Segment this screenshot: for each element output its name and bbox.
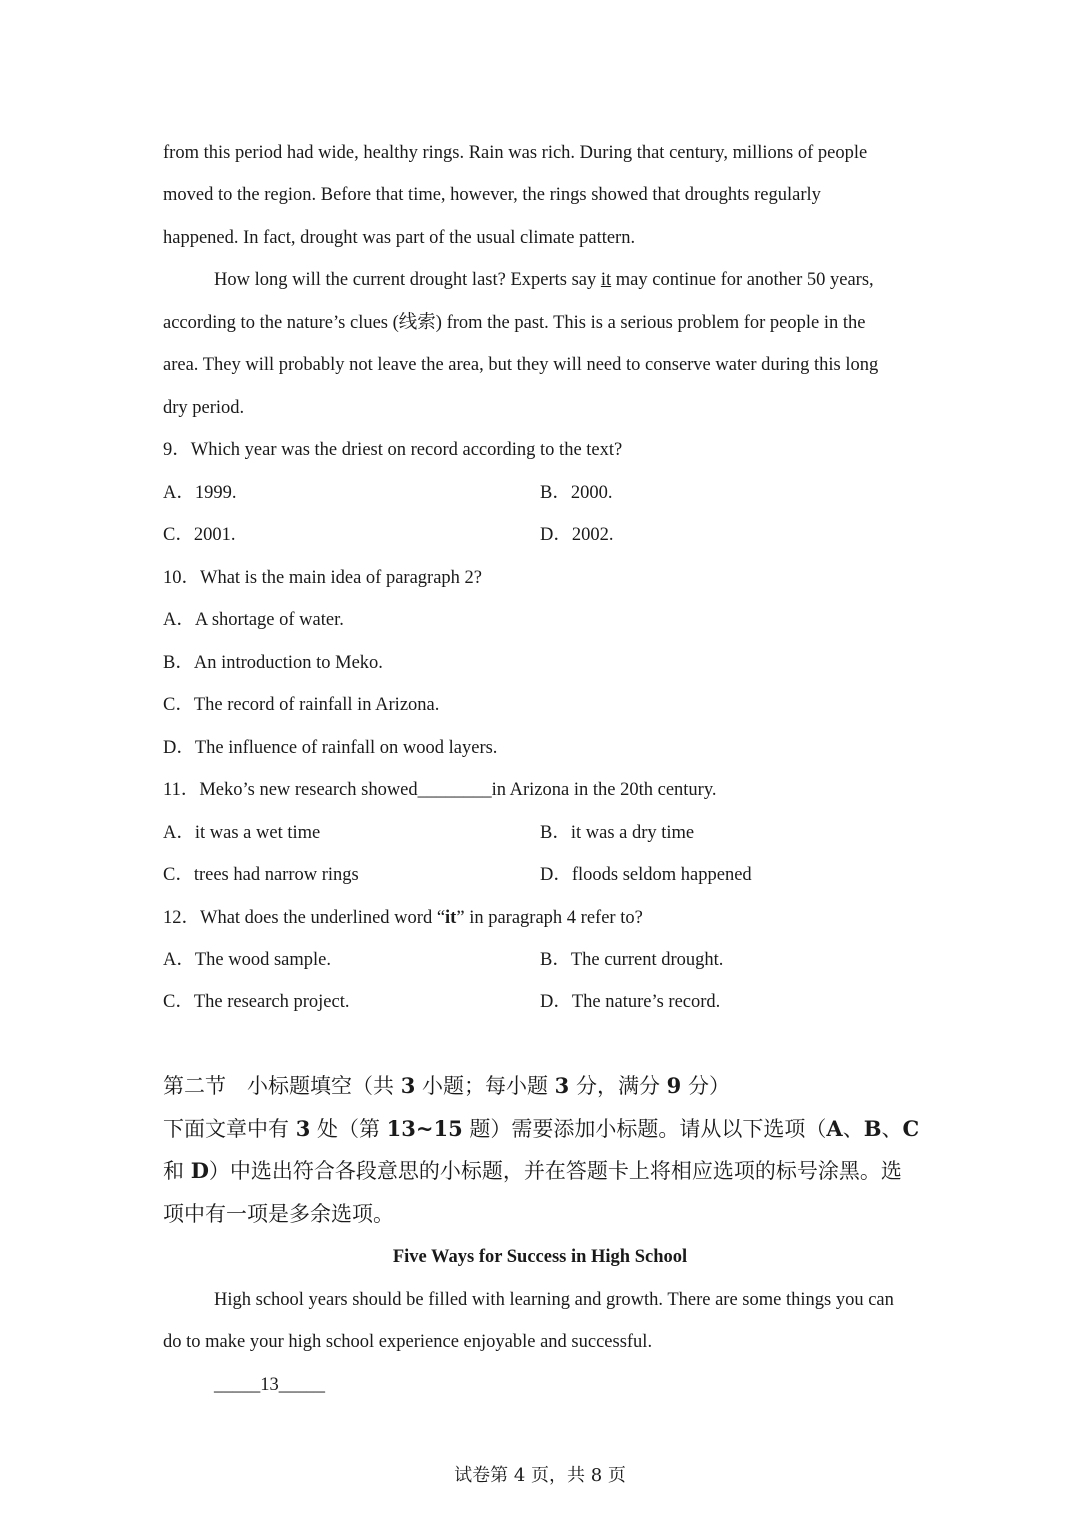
- instr-text: 题）需要添加小标题。请从以下选项（: [462, 1117, 827, 1141]
- heading-number: 3: [554, 1073, 570, 1098]
- option-b: B．The current drought.: [540, 950, 724, 970]
- question-stem: 9．Which year was the driest on record according to the text?: [163, 440, 623, 460]
- passage-line: moved to the region. Before that time, however, the rings showed that droughts regularly: [163, 185, 821, 205]
- heading-text: 第二节 小标题填空（共: [163, 1074, 401, 1098]
- blank-number: 13: [260, 1375, 279, 1395]
- passage-line: from this period had wide, healthy rings. Rain was rich. During that century, millions of people: [163, 143, 868, 163]
- stem-keyword: it: [445, 908, 457, 928]
- stem-text: 12．What does the underlined word “: [163, 908, 446, 928]
- option-c: C．trees had narrow rings: [163, 865, 359, 885]
- page-footer: 试卷第 4 页，共 8 页: [454, 1465, 626, 1486]
- option-b: B．2000.: [540, 483, 613, 503]
- instr-text: 、: [881, 1117, 903, 1141]
- answer-blank: ________: [417, 780, 492, 800]
- blank-line: _____: [214, 1375, 261, 1395]
- instr-text: 和: [163, 1159, 191, 1183]
- passage-line: happened. In fact, drought was part of the usual climate pattern.: [163, 228, 636, 248]
- option-d: D．floods seldom happened: [540, 865, 752, 885]
- question-stem: [163, 777, 923, 803]
- option-c: C．2001.: [163, 525, 236, 545]
- option-c: C．The research project.: [163, 992, 350, 1012]
- option-d: D．The nature’s record.: [540, 992, 721, 1012]
- passage-line: according to the nature’s clues (线索) from the past. This is a serious problem for people in the: [163, 313, 866, 333]
- option-c: C．The record of rainfall in Arizona.: [163, 695, 440, 715]
- stem-text: 11．Meko’s new research showed: [163, 780, 418, 800]
- instr-number: 3: [295, 1116, 311, 1141]
- passage-line: area. They will probably not leave the area, but they will need to conserve water during this long: [163, 355, 879, 375]
- instructions-line: [163, 1156, 923, 1186]
- option-d: D．2002.: [540, 525, 614, 545]
- instr-text: 、: [842, 1117, 864, 1141]
- passage-line: [214, 267, 974, 293]
- passage-text: How long will the current drought last? Experts say: [214, 270, 601, 290]
- heading-text: 分，满分: [569, 1074, 667, 1098]
- passage-line: dry period.: [163, 398, 245, 418]
- heading-text: 小题；每小题: [415, 1074, 555, 1098]
- option-a: A．The wood sample.: [163, 950, 332, 970]
- instructions-line: 项中有一项是多余选项。: [163, 1202, 394, 1226]
- question-stem: 10．What is the main idea of paragraph 2?: [163, 568, 483, 588]
- heading-number: 9: [666, 1073, 682, 1098]
- instr-text: 下面文章中有: [163, 1117, 296, 1141]
- heading-blank-13: [214, 1372, 974, 1398]
- instr-text: 处（第: [310, 1117, 387, 1141]
- blank-line: _____: [278, 1375, 325, 1395]
- passage-line: do to make your high school experience enjoyable and successful.: [163, 1332, 653, 1352]
- instr-text: ）中选出符合各段意思的小标题，并在答题卡上将相应选项的标号涂黑。选: [208, 1159, 902, 1183]
- option-a: A．1999.: [163, 483, 237, 503]
- instr-letter: D: [190, 1158, 209, 1183]
- instr-letter: A: [826, 1116, 843, 1141]
- stem-text: in Arizona in the 20th century.: [491, 780, 717, 800]
- option-a: A．A shortage of water.: [163, 610, 344, 630]
- article-title: Five Ways for Success in High School: [392, 1247, 688, 1267]
- passage-text: may continue for another 50 years,: [611, 270, 874, 290]
- instr-letter: B: [863, 1116, 882, 1141]
- underlined-word-it: it: [600, 270, 612, 290]
- option-b: B．it was a dry time: [540, 823, 695, 843]
- instructions-line: [163, 1114, 923, 1144]
- passage-line: High school years should be filled with learning and growth. There are some things you can: [214, 1290, 894, 1310]
- option-a: A．it was a wet time: [163, 823, 321, 843]
- option-b: B．An introduction to Meko.: [163, 653, 383, 673]
- section-heading: [163, 1071, 923, 1101]
- instr-number: 13~15: [386, 1116, 463, 1141]
- question-stem: [163, 905, 923, 931]
- heading-text: 分）: [681, 1074, 730, 1098]
- stem-text: ” in paragraph 4 refer to?: [456, 908, 643, 928]
- heading-number: 3: [400, 1073, 416, 1098]
- option-d: D．The influence of rainfall on wood layers.: [163, 738, 498, 758]
- instr-letter: C: [902, 1116, 920, 1141]
